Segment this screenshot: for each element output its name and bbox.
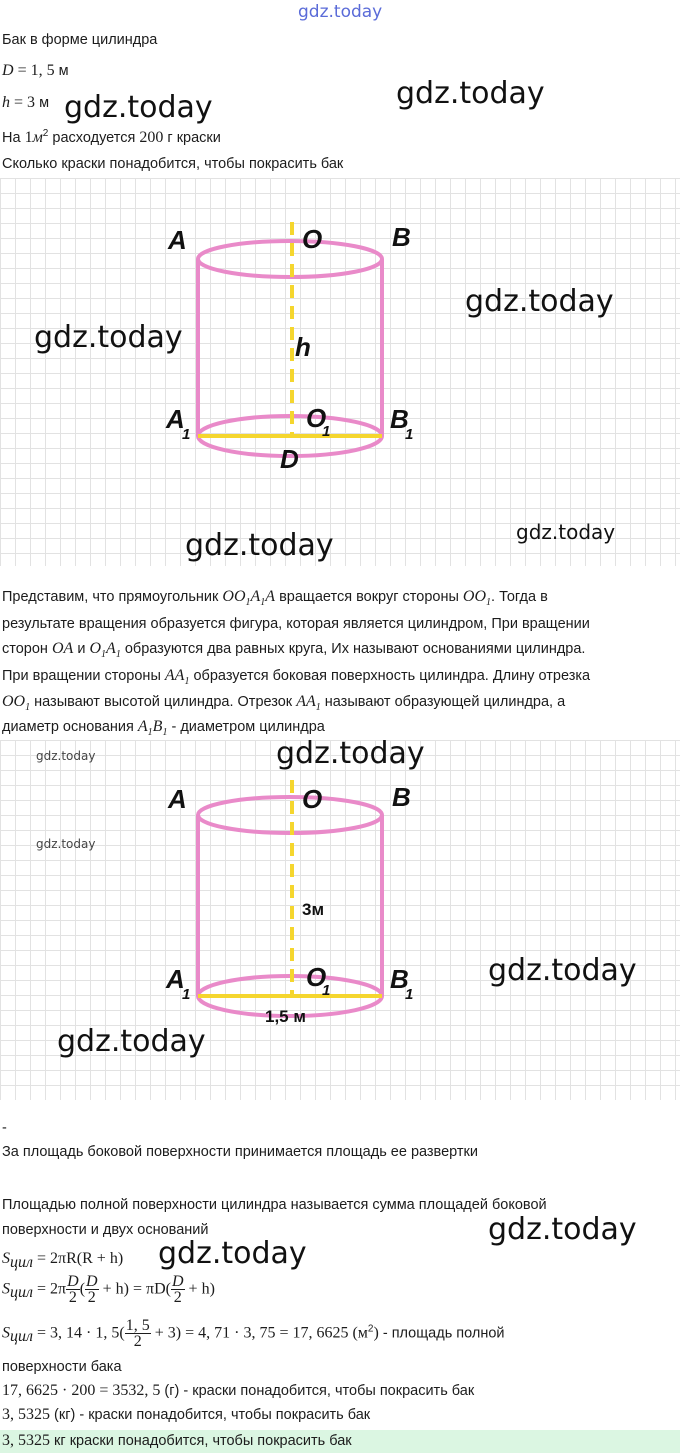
answer-text: кг краски понадобится, чтобы покрасить бак	[54, 1433, 352, 1449]
math-sub: 1	[101, 649, 107, 661]
math	[222, 588, 276, 609]
point-a1-subscript: 1	[182, 986, 191, 1003]
point-o1-subscript: 1	[322, 982, 331, 999]
watermark: gdz.today	[64, 90, 213, 125]
text: При вращении стороны	[2, 668, 161, 684]
denominator: 2	[133, 1333, 142, 1350]
problem-question: Сколько краски понадобится, чтобы покрасить бак	[2, 156, 344, 172]
point-b-label: B	[392, 782, 411, 812]
answer-math: 3, 5325	[2, 1432, 50, 1449]
formula-lhs: S	[2, 1250, 10, 1267]
point-a-label: A	[168, 784, 187, 814]
text: называют образующей цилиндра, а	[324, 694, 566, 710]
formula-comment: - площадь полной	[382, 1325, 505, 1342]
denominator: 2	[173, 1289, 182, 1306]
text: и	[77, 641, 86, 657]
formula-comment: (кг) - краски понадобится, чтобы покрасить бак	[54, 1407, 371, 1423]
consumption-mid: расходуется	[52, 129, 136, 146]
formula-part: )	[373, 1324, 379, 1342]
consumption-prefix: На	[2, 129, 21, 146]
given-consumption	[2, 128, 221, 147]
consumption-amount: 200	[139, 128, 164, 146]
consumption-exp: 2	[42, 128, 49, 139]
point-b1-label: B	[390, 404, 409, 434]
math	[2, 693, 31, 714]
height-3m-label: 3м	[302, 900, 325, 919]
formula-math: 17, 6625 · 200 = 3532, 5	[2, 1382, 161, 1399]
math-sub: 1	[25, 702, 31, 714]
formula-sub: цил	[10, 1253, 33, 1271]
watermark: gdz.today	[488, 953, 637, 988]
watermark: gdz.today	[57, 1024, 206, 1059]
formula-part: = 3, 14 · 1, 5(	[37, 1324, 125, 1342]
text: сторон	[2, 641, 48, 657]
math-part: A	[106, 640, 116, 657]
diameter-variable: D	[2, 62, 14, 79]
watermark: gdz.today	[36, 837, 96, 851]
solution-line-4: поверхности бака	[2, 1359, 122, 1375]
fraction	[125, 1318, 151, 1349]
height-h-label: h	[295, 332, 311, 362]
numerator: D	[86, 1273, 98, 1290]
formula-lhs: S	[2, 1280, 10, 1298]
formula-comment: (г) - краски понадобится, чтобы покрасить бак	[164, 1383, 475, 1399]
formula-lhs: S	[2, 1324, 10, 1342]
text: диаметр основания	[2, 719, 134, 735]
math-part: OO	[222, 588, 246, 605]
watermark: gdz.today	[488, 1212, 637, 1247]
text: образуются два равных круга, Их называют основаниями цилиндра.	[124, 641, 586, 657]
math	[89, 640, 121, 661]
point-a-label: A	[168, 225, 187, 255]
math-part: AA	[296, 693, 316, 710]
consumption-area: 1	[24, 128, 33, 146]
point-o-label: O	[302, 224, 323, 254]
point-o-label: O	[302, 784, 323, 814]
site-header-logo[interactable]: gdz.today	[298, 2, 383, 22]
fraction	[66, 1274, 80, 1305]
height-unit: м	[39, 95, 50, 111]
point-o1-label: O	[306, 403, 327, 433]
problem-title: Бак в форме цилиндра	[2, 32, 158, 48]
watermark: gdz.today	[34, 320, 183, 355]
consumption-unit: м	[32, 128, 43, 146]
formula-exp: 2	[367, 1323, 374, 1335]
height-value: = 3	[14, 94, 36, 111]
watermark: gdz.today	[276, 736, 425, 771]
formula-sub: цил	[10, 1328, 33, 1346]
diameter-unit: м	[58, 63, 69, 79]
point-b1-subscript: 1	[405, 426, 414, 443]
height-variable: h	[2, 94, 10, 111]
formula-math: 3, 5325	[2, 1406, 50, 1423]
math-sub: 1	[486, 597, 492, 609]
point-b1-label: B	[390, 964, 409, 994]
point-a1-label: A	[166, 404, 185, 434]
denominator: 2	[68, 1289, 77, 1306]
fraction	[85, 1274, 99, 1305]
formula-5	[2, 1406, 370, 1424]
text: . Тогда в	[491, 589, 548, 605]
math	[462, 588, 492, 609]
math-sub: 1	[162, 727, 168, 739]
math-part: AA	[164, 667, 185, 684]
formula-2	[2, 1274, 215, 1305]
formula-1	[2, 1250, 123, 1272]
solution-dash: -	[2, 1120, 7, 1136]
formula-4	[2, 1382, 474, 1400]
math-sub: 1	[260, 597, 266, 609]
consumption-suffix: г краски	[167, 129, 221, 146]
point-b-label: B	[392, 222, 411, 252]
math-part: A	[250, 588, 261, 605]
solution-line-3: поверхности и двух оснований	[2, 1222, 209, 1238]
math: OA	[51, 640, 74, 657]
formula-part: (	[79, 1280, 86, 1298]
math-part: OO	[462, 588, 487, 605]
math-part: A	[265, 588, 276, 605]
formula-part: + h) = πD(	[102, 1280, 171, 1298]
watermark: gdz.today	[465, 284, 614, 319]
diameter-value: = 1, 5	[17, 62, 55, 79]
given-diameter	[2, 62, 69, 80]
formula-sub: цил	[10, 1284, 33, 1302]
math-sub: 1	[147, 727, 153, 739]
cylinder-figure-1	[0, 178, 680, 566]
text: называют высотой цилиндра. Отрезок	[34, 694, 293, 710]
diameter-1-5m-label: 1,5 м	[265, 1007, 306, 1026]
watermark: gdz.today	[185, 528, 334, 563]
math	[137, 718, 168, 739]
math	[164, 667, 190, 688]
math-sub: 1	[115, 649, 121, 661]
formula-rhs: = 2πR(R + h)	[37, 1250, 124, 1267]
solution-line-2: Площадью полной поверхности цилиндра называется сумма площадей боковой	[2, 1197, 547, 1213]
watermark: gdz.today	[158, 1236, 307, 1271]
text: Представим, что прямоугольник	[2, 589, 219, 605]
watermark: gdz.today	[396, 76, 545, 111]
watermark: gdz.today	[516, 520, 616, 544]
formula-part: + h)	[188, 1280, 215, 1298]
formula-part: + 3) = 4, 71 · 3, 75 = 17, 6625 (м	[154, 1324, 368, 1342]
point-o1-subscript: 1	[322, 423, 331, 440]
text: вращается вокруг стороны	[279, 589, 459, 605]
point-a1-label: A	[166, 964, 185, 994]
math-part: A	[137, 718, 148, 735]
math	[296, 693, 321, 714]
watermark: gdz.today	[36, 749, 96, 763]
numerator: 1, 5	[125, 1317, 150, 1334]
explanation-line-2: результате вращения образуется фигура, которая является цилиндром, При вращении	[2, 616, 590, 632]
math-sub: 1	[184, 676, 190, 688]
formula-part: = 2π	[37, 1280, 67, 1298]
math-part: B	[152, 718, 163, 735]
math-part: OO	[2, 693, 26, 710]
denominator: 2	[87, 1289, 96, 1306]
point-o1-label: O	[306, 962, 327, 992]
math-sub: 1	[315, 702, 321, 714]
text: - диаметром цилиндра	[171, 719, 325, 735]
text: образуется боковая поверхность цилиндра. Длину отрезка	[193, 668, 591, 684]
math-part: O	[89, 640, 102, 657]
numerator: D	[171, 1273, 184, 1290]
given-height	[2, 94, 49, 112]
final-answer	[2, 1432, 352, 1450]
fraction	[171, 1274, 185, 1305]
math-sub: 1	[245, 597, 251, 609]
point-b1-subscript: 1	[405, 986, 414, 1003]
formula-3	[2, 1318, 505, 1349]
point-a1-subscript: 1	[182, 426, 191, 443]
solution-line-1: За площадь боковой поверхности принимается площадь ее развертки	[2, 1144, 478, 1160]
diameter-d-label: D	[280, 444, 299, 474]
numerator: D	[67, 1273, 79, 1290]
cylinder-diagram-1	[0, 178, 680, 566]
